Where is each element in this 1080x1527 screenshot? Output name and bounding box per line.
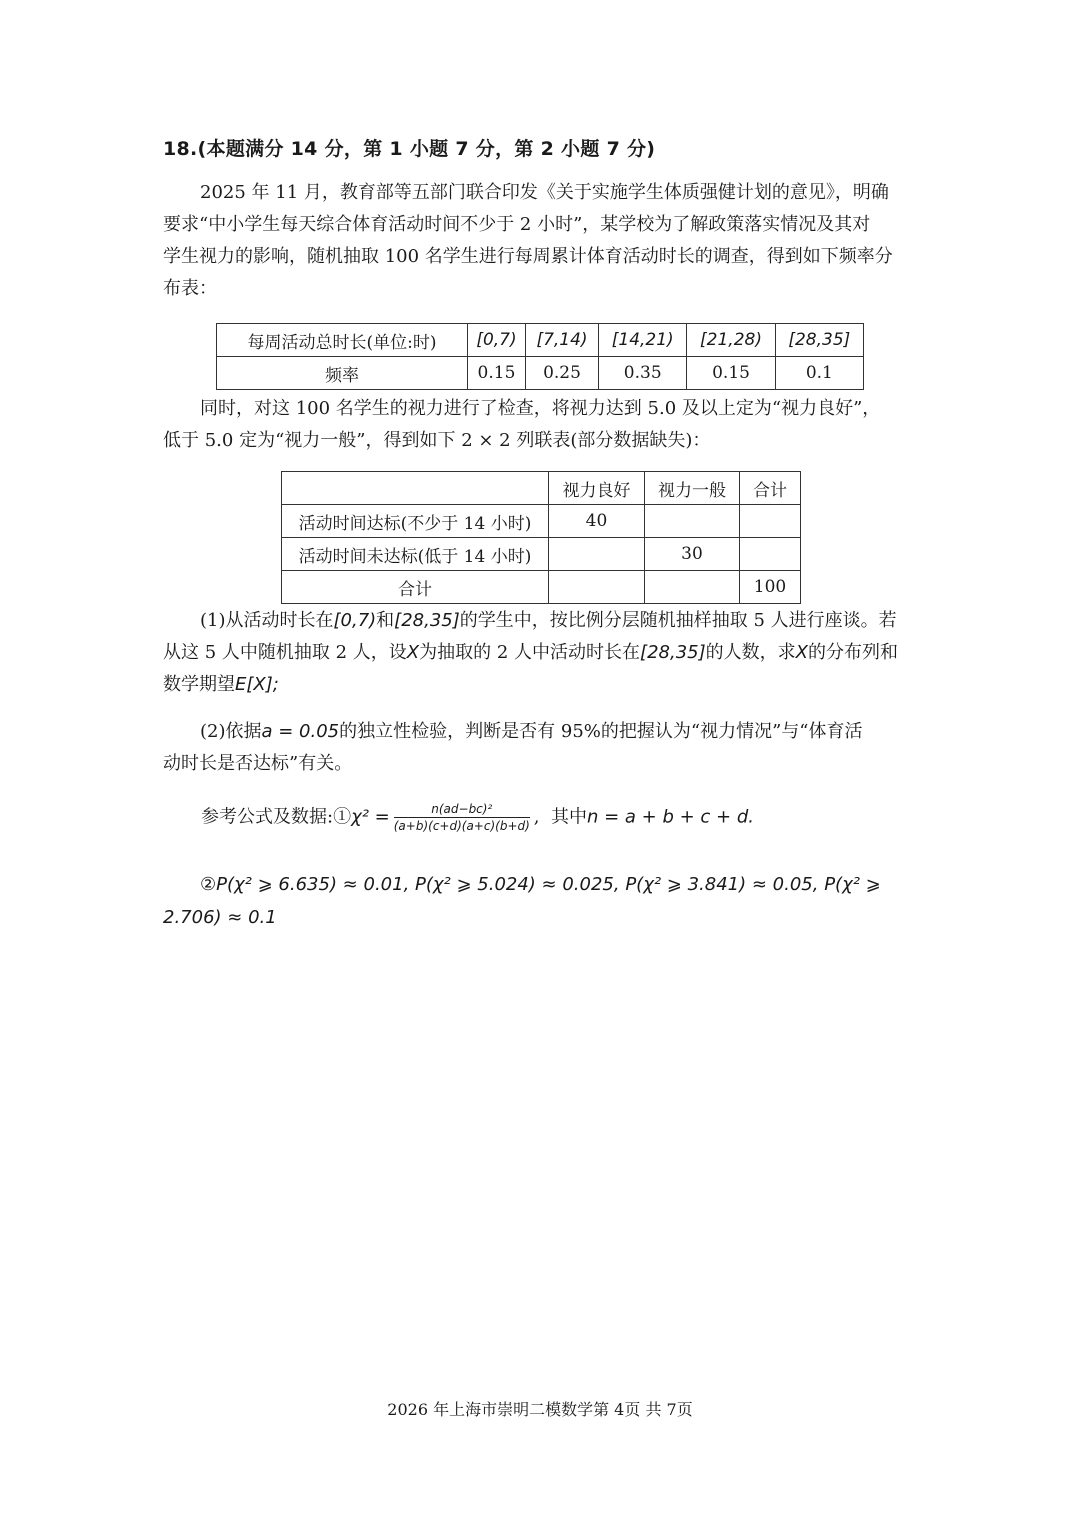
table-row xyxy=(217,357,864,390)
reference-formula xyxy=(201,802,754,850)
mid-line: 低于 5.0 定为“视力一般”，得到如下 2 × 2 列联表(部分数据缺失)： xyxy=(163,430,711,451)
formula-prefix: 参考公式及数据:① xyxy=(201,806,352,828)
row-label-cell: 频率 xyxy=(217,357,468,390)
frequency-table xyxy=(216,323,864,390)
mid-paragraph xyxy=(163,393,919,457)
table-header-cell: 视力良好 xyxy=(549,472,645,505)
table-cell xyxy=(645,505,740,538)
q1-line: 从这 5 人中随机抽取 2 人，设X为抽取的 2 人中活动时长在[28,35]的人数，求X的分布列和 xyxy=(163,642,898,663)
probability-line: 2.706) ≈ 0.1 xyxy=(163,907,277,928)
intro-line: 学生视力的影响，随机抽取 100 名学生进行每周累计体育活动时长的调查，得到如下频率分 xyxy=(163,246,893,267)
contingency-table xyxy=(281,471,801,604)
frequency-cell: 0.35 xyxy=(599,357,687,390)
table-row xyxy=(282,538,801,571)
table-row xyxy=(282,472,801,505)
intro-paragraph xyxy=(163,177,919,305)
q2-line: 动时长是否达标”有关。 xyxy=(163,753,353,774)
formula-comma: , xyxy=(533,806,540,828)
intro-line: 布表： xyxy=(163,278,217,299)
q2-line: (2)依据a = 0.05的独立性检验，判断是否有 95%的把握认为“视力情况”与“体育活 xyxy=(200,721,863,742)
row-label-cell: 合计 xyxy=(282,571,549,604)
intro-line: 2025 年 11 月，教育部等五部门联合印发《关于实施学生体质强健计划的意见》，明确 xyxy=(200,182,889,203)
q1-line: (1)从活动时长在[0,7)和[28,35]的学生中，按比例分层随机抽样抽取 5 人进行座谈。若 xyxy=(200,610,897,631)
table-cell xyxy=(549,538,645,571)
mid-line: 同时，对这 100 名学生的视力进行了检查，将视力达到 5.0 及以上定为“视力良好”， xyxy=(200,398,881,419)
interval-cell: [7,14) xyxy=(525,324,598,357)
q1-line: 数学期望E[X]; xyxy=(163,674,279,695)
table-cell xyxy=(645,571,740,604)
table-cell xyxy=(740,538,801,571)
interval-cell: [28,35] xyxy=(775,324,863,357)
row-label-cell: 活动时间未达标(低于 14 小时) xyxy=(282,538,549,571)
interval-cell: [14,21) xyxy=(599,324,687,357)
table-header-cell xyxy=(282,472,549,505)
frequency-cell: 0.15 xyxy=(687,357,775,390)
question-1 xyxy=(163,605,919,701)
intro-line: 要求“中小学生每天综合体育活动时间不少于 2 小时”，某学校为了解政策落实情况及其对 xyxy=(163,214,871,235)
table-cell: 100 xyxy=(740,571,801,604)
formula-mid: 其中 xyxy=(550,806,587,828)
question-2 xyxy=(163,716,919,780)
chi-square-symbol: χ² = xyxy=(351,806,390,828)
table-cell xyxy=(549,571,645,604)
chi-square-fraction xyxy=(394,802,530,833)
row-label-cell: 活动时间达标(不少于 14 小时) xyxy=(282,505,549,538)
fraction-denominator: (a+b)(c+d)(a+c)(b+d) xyxy=(393,819,530,833)
table-header-cell: 每周活动总时长(单位:时) xyxy=(217,324,468,357)
table-cell: 30 xyxy=(645,538,740,571)
table-cell: 40 xyxy=(549,505,645,538)
interval-cell: [21,28) xyxy=(687,324,775,357)
probability-line: ②P(χ² ⩾ 6.635) ≈ 0.01, P(χ² ⩾ 5.024) ≈ 0.025, P(χ² ⩾ 3.841) ≈ 0.05, P(χ² ⩾ xyxy=(200,874,881,895)
table-row xyxy=(282,571,801,604)
frequency-cell: 0.25 xyxy=(525,357,598,390)
formula-rhs: n = a + b + c + d. xyxy=(586,806,754,828)
question-heading: 18.(本题满分 14 分，第 1 小题 7 分，第 2 小题 7 分) xyxy=(163,138,656,160)
table-row xyxy=(217,324,864,357)
fraction-numerator: n(ad−bc)² xyxy=(394,802,530,818)
probability-values xyxy=(163,868,919,934)
table-header-cell: 视力一般 xyxy=(645,472,740,505)
frequency-cell: 0.1 xyxy=(775,357,863,390)
page-footer: 2026 年上海市崇明二模数学第 4页 共 7页 xyxy=(387,1400,693,1419)
table-row xyxy=(282,505,801,538)
interval-cell: [0,7) xyxy=(468,324,526,357)
frequency-cell: 0.15 xyxy=(468,357,526,390)
table-header-cell: 合计 xyxy=(740,472,801,505)
table-cell xyxy=(740,505,801,538)
